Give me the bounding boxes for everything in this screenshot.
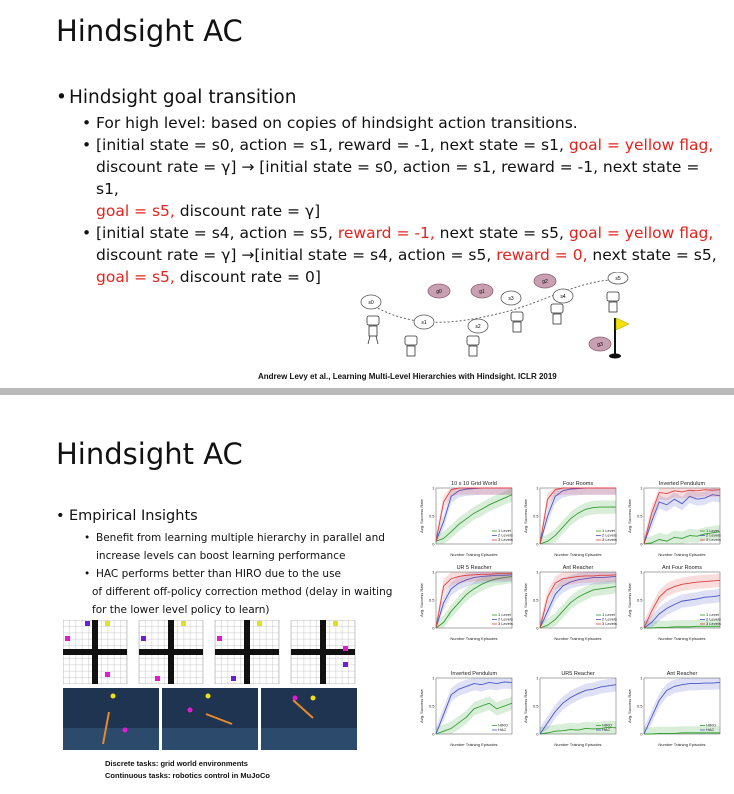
chart-ytick: 0.5 [636,703,643,709]
chart-ylabel: Avg. Success Rate [523,583,528,617]
chart-title: 10 x 10 Grid World [451,481,497,487]
caption-discrete: Discrete tasks: grid world environments [105,759,248,768]
chart-xlabel: Number Training Episodes [658,742,706,747]
hindsight-diagram [355,272,655,368]
mujoco-images [63,688,357,750]
chart-ytick: 0.5 [428,597,435,603]
legend-label: 3 Levels [602,621,617,626]
chart-5 [522,564,620,642]
bullet-empirical: • Empirical Insights [56,508,198,524]
legend-label: 3 Levels [498,537,513,542]
chart-xlabel: Number Training Episodes [554,636,602,641]
chart-xlabel: Number Training Episodes [554,552,602,557]
slide-2 [0,395,734,794]
mujoco-pendulum-image [63,688,159,750]
sub3-l1-red2: goal = yellow flag, [568,224,714,242]
chart-ytick: 0.5 [428,513,435,519]
chart-ytick: 1 [536,485,539,491]
state-node-s5 [608,272,628,284]
slide-separator [0,388,734,395]
legend-label: 1 Level [498,528,511,533]
state-node-s2-label: s2 [475,324,481,330]
sub-bullet-1-text: For high level: based on copies of hindsight action transitions. [96,114,578,132]
chart-ytick: 0.5 [428,703,435,709]
legend-label: HIRO [602,722,612,728]
bullet-hindsight-goal-text: Hindsight goal transition [69,87,297,108]
state-node-s1 [414,315,434,329]
chart-ytick: 1 [640,485,643,491]
citation: Andrew Levy et al., Learning Multi-Level Hierarchies with Hindsight. ICLR 2019 [258,372,557,381]
slide-1-title: Hindsight AC [56,14,243,48]
chart-ytick: 0.5 [636,597,643,603]
sub3-l2-a: discount rate = γ] →[initial state = s4, action = s5, [96,246,497,264]
sub2-l3-red: goal = s5, [96,202,175,220]
yellow-flag-icon [609,318,629,359]
goal-node-g1 [471,284,493,298]
legend-label: 1 Level [706,612,719,617]
insight-1-l2: increase levels can boost learning performance [96,550,346,562]
chart-ytick: 1 [432,569,435,575]
chart-title: Four Rooms [562,481,594,487]
chart-ytick: 1 [640,675,643,681]
insight-2-l1: HAC performs better than HIRO due to the use [96,568,342,580]
state-node-s0 [361,295,381,309]
legend-label: 3 Levels [498,621,513,626]
chart-ytick: 1 [432,675,435,681]
chart-ytick: 0.5 [636,513,643,519]
chart-xlabel: Number Training Episodes [554,742,602,747]
chart-2 [522,480,620,558]
sub3-l3-red: goal = s5, [96,268,175,286]
legend-label: HIRO [498,722,508,728]
legend-label: HIRO [706,722,716,728]
chart-title: Ant Four Rooms [661,565,703,571]
goal-node-g2-label: g2 [542,279,548,285]
chart-ytick: 0.5 [532,703,539,709]
chart-title: Ant Reacher [666,671,698,677]
legend-label: 2 Levels [602,532,617,538]
legend-label: 3 Levels [706,621,721,626]
sub3-l1-b: next state = s5, [434,224,569,242]
insight-2-cont [92,583,393,619]
insight-1: • Benefit from learning multiple hierarchy in parallel and increase levels can boost learning performance [84,532,385,562]
mujoco-ur5-image [162,688,258,750]
grid-world-1 [63,620,127,684]
grid-world-2 [139,620,203,684]
goal-node-g3-label: g3 [597,342,603,348]
legend-label: 2 Levels [706,532,721,538]
legend-label: 1 Level [706,528,719,533]
chart-1 [418,480,516,558]
legend-label: 1 Level [498,612,511,617]
chart-ytick: 0 [536,541,539,547]
legend-label: 2 Levels [602,616,617,622]
slide-2-title: Hindsight AC [56,437,243,471]
chart-ytick: 1 [536,675,539,681]
sub2-l1-a: [initial state = s0, action = s1, reward = -1, next state = s1, [96,136,569,154]
state-node-s4 [553,289,573,303]
chart-ytick: 0.5 [532,597,539,603]
chart-ytick: 1 [640,569,643,575]
sub3-l1-red1: reward = -1, [337,224,435,242]
chart-ylabel: Avg. Success Rate [523,689,528,723]
chart-4 [418,564,516,642]
insight-2-l2: of different off-policy correction method (delay in waiting [92,586,393,598]
bullet-hindsight-goal: • Hindsight goal transition [56,87,297,108]
chart-ylabel: Avg. Success Rate [419,583,424,617]
chart-title: Ant Reacher [562,565,594,571]
legend-label: HAC [602,727,611,732]
legend-label: 2 Levels [498,616,513,622]
sub-bullet-2: • [initial state = s0, action = s1, reward = -1, next state = s1, goal = yellow flag, discount rate = γ] → [initial state = s0, action = s1, reward = -1, next state = s1, goal = s5, discount rate = γ] [82,136,714,220]
sub2-l2: discount rate = γ] → [initial state = s0, action = s1, reward = -1, next state = s1, [96,158,700,198]
legend-label: HAC [706,727,715,732]
chart-ylabel: Avg. Success Rate [419,499,424,533]
insight-2-l3: for the lower level policy to learn) [92,604,270,616]
caption-continuous: Continuous tasks: robotics control in MuJoCo [105,771,270,780]
chart-ytick: 1 [432,485,435,491]
chart-ylabel: Avg. Success Rate [523,499,528,533]
chart-ytick: 0 [536,625,539,631]
chart-ytick: 0 [432,731,435,737]
chart-ylabel: Avg. Success Rate [627,583,632,617]
sub3-l2-red: reward = 0, [496,246,588,264]
grid-world-4 [291,620,355,684]
sub2-l3-b: discount rate = γ] [174,202,321,220]
robot-icon [367,292,619,356]
sub-bullet-3: • [initial state = s4, action = s5, reward = -1, next state = s5, goal = yellow flag, discount rate = γ] →[initial state = s4, action = s5, reward = 0, next state = s5, goal = s5, discount rate = 0] [82,224,717,286]
chart-ytick: 0 [640,541,643,547]
slide-1 [0,0,734,388]
chart-ytick: 0 [432,541,435,547]
chart-8 [522,670,620,748]
sub3-l1-a: [initial state = s4, action = s5, [96,224,338,242]
chart-title: Inverted Pendulum [658,481,706,487]
goal-node-g3 [589,337,611,351]
legend-label: 3 Levels [602,537,617,542]
mujoco-ant-image [261,688,357,750]
sub-bullet-1: • For high level: based on copies of hindsight action transitions. [82,114,578,132]
sub2-l1-red: goal = yellow flag, [568,136,714,154]
chart-xlabel: Number Training Episodes [450,552,498,557]
goal-node-g1-label: g1 [479,289,485,295]
goal-node-g2 [534,274,556,288]
state-node-s3 [501,291,521,305]
goal-node-g0 [428,284,450,298]
bullet-empirical-text: Empirical Insights [69,508,198,524]
state-node-s4-label: s4 [560,294,566,300]
chart-6 [626,564,724,642]
chart-7 [418,670,516,748]
goal-node-g0-label: g0 [436,289,442,295]
chart-xlabel: Number Training Episodes [450,742,498,747]
legend-label: 2 Levels [706,616,721,622]
chart-title: UR 5 Reacher [456,565,492,571]
legend-label: HAC [498,727,507,732]
state-node-s5-label: s5 [615,276,621,282]
chart-9 [626,670,724,748]
sub3-l2-b: next state = s5, [587,246,717,264]
chart-ytick: 1 [536,569,539,575]
legend-label: 3 Levels [706,537,721,542]
chart-ytick: 0 [640,625,643,631]
legend-label: 1 Level [602,612,615,617]
chart-ytick: 0 [536,731,539,737]
state-node-s0-label: s0 [368,300,374,306]
chart-ylabel: Avg. Success Rate [627,689,632,723]
chart-ytick: 0 [640,731,643,737]
legend-label: 1 Level [602,528,615,533]
results-charts [418,480,728,786]
chart-title: UR5 Reacher [561,671,595,677]
legend-label: 2 Levels [498,532,513,538]
chart-xlabel: Number Training Episodes [658,552,706,557]
insight-2: • HAC performs better than HIRO due to the use [84,568,342,580]
chart-title: Inverted Pendulum [450,671,498,677]
state-node-s2 [468,319,488,333]
chart-xlabel: Number Training Episodes [450,636,498,641]
state-node-s3-label: s3 [508,296,514,302]
trajectory-path [371,280,623,323]
sub3-l3-b: discount rate = 0] [174,268,321,286]
grid-world-images [63,620,357,684]
chart-3 [626,480,724,558]
chart-ytick: 0 [432,625,435,631]
chart-xlabel: Number Training Episodes [658,636,706,641]
state-node-s1-label: s1 [421,320,427,326]
chart-ylabel: Avg. Success Rate [627,499,632,533]
insight-1-l1: Benefit from learning multiple hierarchy in parallel and [96,532,385,544]
chart-ylabel: Avg. Success Rate [419,689,424,723]
grid-world-3 [215,620,279,684]
chart-ytick: 0.5 [532,513,539,519]
